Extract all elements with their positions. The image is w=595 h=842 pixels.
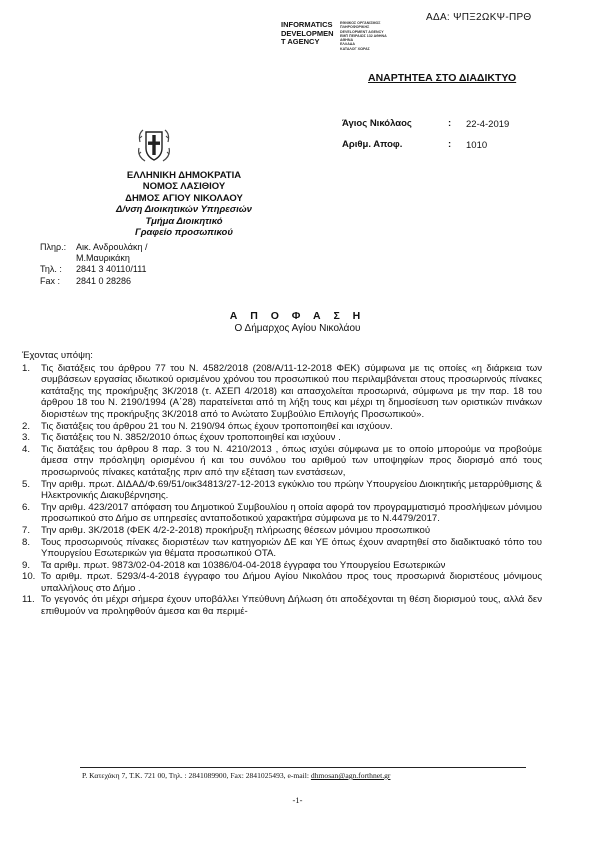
ida-line: INFORMATICS — [281, 20, 333, 29]
info-label: Πληρ.: — [40, 242, 67, 252]
ida-small-line: ΚΑΤΑΛΟΓ ΧΩΡΑΣ — [340, 46, 370, 51]
fax-value: 2841 0 28286 — [76, 275, 132, 286]
list-item-number: 9. — [22, 559, 31, 571]
directorate-name: Δ/νση Διοικητικών Υπηρεσιών — [116, 204, 252, 216]
footer-divider — [80, 767, 526, 768]
list-item-number: 10. — [22, 571, 36, 583]
list-item-text: Τις διατάξεις του άρθρου 77 του Ν. 4582/2018 (208/Α/11-12-2018 ΦΕΚ) σύμφωνα με τις οποίες «η διάρκεια των συμβάσεων εργασίας ιδιωτικού ορισμένου χρόνου του προσωπικού που περιλαμβάνεται στους προσωρινούς πίνακες κατάταξης της προκήρυξης 3Κ/2018 (τ. ΑΣΕΠ 4/2018) και απασχολείται προσωρινά, σύμφωνα με την παρ. 18 του άρθρου 18 του Ν. 2190/1994 (Α΄28) παρατείνεται από τη λήξη τους και μέχρι τη δημοσίευση των οριστικών πινάκων διοριστέων της προκήρυξης 3Κ/2018 από το Ανώτατο Συμβούλιο Επιλογής Προσωπικού». — [41, 362, 542, 420]
footer-email-link[interactable]: dhmosan@agn.forthnet.gr — [310, 771, 391, 780]
ida-logo-small-text — [340, 21, 387, 51]
list-item-number: 2. — [22, 420, 31, 432]
page-number: -1- — [292, 795, 303, 805]
list-item-text: Το γεγονός ότι μέχρι σήμερα έχουν υποβάλλει Υπεύθυνη Δήλωση ότι αποδέχονται τη θέση διορισμού τους, αλλά δεν επιθυμούν να προληφθούν άμεσα και θα περιμέ- — [41, 594, 542, 618]
list-item-text: Τις διατάξεις του Ν. 3852/2010 όπως έχουν τροποποιηθεί και ισχύουν . — [41, 432, 341, 444]
office-name: Γραφείο προσωπικού — [135, 227, 233, 239]
list-item-number: 7. — [22, 524, 31, 536]
place-colon: : — [448, 118, 452, 129]
list-item — [22, 444, 542, 479]
list-item-number: 4. — [22, 443, 31, 455]
ida-small-line: ΑΘΗΝΑ — [340, 38, 354, 43]
tel-label: Τηλ. : — [40, 264, 62, 275]
ida-small-line: DEVELOPMENT AGENCY — [340, 29, 384, 34]
list-item-text: Τις διατάξεις του άρθρου 21 του Ν. 2190/94 όπως έχουν τροποποιηθεί και ισχύουν. — [41, 420, 393, 432]
decision-number-label: Αριθμ. Αποφ. — [342, 139, 403, 150]
place-label: Άγιος Νικόλαος — [342, 118, 412, 129]
list-item-number: 1. — [22, 362, 31, 374]
list-item-text: Τις διατάξεις του άρθρου 8 παρ. 3 του Ν. 4210/2013 , όπως ισχύει σύμφωνα με το οποίο μπορούμε να προβούμε άμεσα στην πρόσληψη ορισμένου ή και του συνόλου του αριθμού των υποψηφίων προς διορισμό από τους προσωρινούς πίνακες κατάταξης πριν από την εξέταση των ενστάσεων, — [41, 443, 542, 478]
considerations-list — [22, 363, 542, 618]
list-item — [22, 479, 542, 502]
decision-date: 22-4-2019 — [466, 119, 510, 130]
list-item — [22, 421, 542, 433]
list-item-text: Την αριθμ. 3Κ/2018 (ΦΕΚ 4/2-2-2018) προκήρυξη πλήρωσης θέσεων μόνιμου προσωπικού — [41, 524, 431, 536]
ida-small-line: ΕΘΝΙΚΟΣ ΟΡΓΑΝΙΣΜΟΣ — [340, 21, 381, 25]
list-item-text: Τους προσωρινούς πίνακες διοριστέων των κατηγοριών ΔΕ και ΥΕ όπως έχουν αναρτηθεί στο διαδικτυακό τόπο του Υπουργείου Εσωτερικών για θέματα προσωπικού ΟΤΑ. — [41, 536, 542, 560]
greek-coat-of-arms-icon — [137, 128, 171, 164]
contact-block — [40, 242, 147, 287]
info-value: Αικ. Ανδρουλάκη / — [76, 242, 148, 252]
document-title: Α Π Ο Φ Α Σ Η — [229, 310, 366, 322]
municipality-name: ΔΗΜΟΣ ΑΓΙΟΥ ΝΙΚΟΛΑΟΥ — [125, 192, 243, 204]
list-item — [22, 594, 542, 617]
publish-online-label: ΑΝΑΡΤΗΤΕΑ ΣΤΟ ΔΙΑΔΙΚΤΥΟ — [368, 72, 517, 84]
list-item-text: Τα αριθμ. πρωτ. 9873/02-04-2018 και 10386/04-04-2018 έγγραφα του Υπουργείου Εσωτερικών — [41, 559, 446, 571]
country-name: ΕΛΛΗΝΙΚΗ ΔΗΜΟΚΡΑΤΙΑ — [126, 170, 242, 181]
document-subtitle: Ο Δήμαρχος Αγίου Νικολάου — [234, 323, 361, 334]
ada-code: ΑΔΑ: ΨΠΞ2ΩΚΨ-ΠΡΘ — [426, 12, 532, 23]
list-item — [22, 432, 542, 444]
list-item-number: 3. — [22, 432, 31, 444]
list-item — [22, 363, 542, 421]
document-body — [22, 350, 542, 618]
decision-number: 1010 — [466, 140, 488, 151]
fax-label: Fax : — [40, 275, 61, 286]
list-item-text: Την αριθμ. πρωτ. ΔΙΔΑΔ/Φ.69/51/οικ34813/27-12-2013 εγκύκλιο του πρώην Υπουργείου Διοικητικής μεταρρύθμισης & Ηλεκτρονικής Διακυβέρνησης. — [41, 478, 542, 502]
footer-address — [82, 771, 527, 780]
intro-text: Έχοντας υπόψη: — [22, 350, 93, 361]
list-item — [22, 560, 542, 572]
prefecture-name: ΝΟΜΟΣ ΛΑΣΙΘΙΟΥ — [142, 181, 226, 193]
footer-address-text: Ρ. Κατεχάκη 7, Τ.Κ. 721 00, Τηλ. : 2841089900, Fax: 2841025493, e-mail: — [82, 771, 309, 780]
ida-logo-text — [281, 21, 334, 47]
list-item-text: Το αριθμ. πρωτ. 5293/4-4-2018 έγγραφο του Δήμου Αγίου Νικολάου προς τους προσωρινά διοριστέους μόνιμους υπαλλήλους στο Δήμο . — [41, 571, 542, 594]
list-item — [22, 502, 542, 525]
info-value-continued: Μ.Μαυρικάκη — [76, 253, 130, 264]
list-item — [22, 525, 542, 537]
list-item-number: 5. — [22, 478, 31, 490]
list-item-number: 8. — [22, 536, 31, 548]
list-item-number: 6. — [22, 501, 31, 513]
ida-small-line: ΕΜΠ ΠΕΙΡΑΙΩΣ 132 ΑΘΗΝΑ — [340, 33, 387, 38]
ida-small-line: ΠΛΗΡΟΦΟΡΙΚΗΣ — [340, 25, 370, 30]
ida-line: DEVELOPMEN — [281, 28, 334, 38]
issuing-authority — [100, 170, 268, 238]
list-item — [22, 571, 542, 594]
ida-small-line: ΕΛΛΑΔΑ — [340, 42, 355, 47]
list-item-text: Την αριθμ. 423/2017 απόφαση του Δημοτικού Συμβουλίου η οποία αφορά τον προγραμματισμό προσλήψεων μόνιμου προσωπικού στο Δήμο σε υπηρεσίες ανταποδοτικού χαρακτήρα σύμφωνα με το Ν.4479/2017. — [41, 501, 542, 525]
department-name: Τμήμα Διοικητικό — [145, 215, 223, 227]
tel-value: 2841 3 40110/111 — [76, 264, 147, 275]
ida-line: T AGENCY — [281, 37, 320, 47]
list-item — [22, 537, 542, 560]
list-item-number: 11. — [22, 594, 35, 606]
decision-number-colon: : — [448, 139, 452, 150]
